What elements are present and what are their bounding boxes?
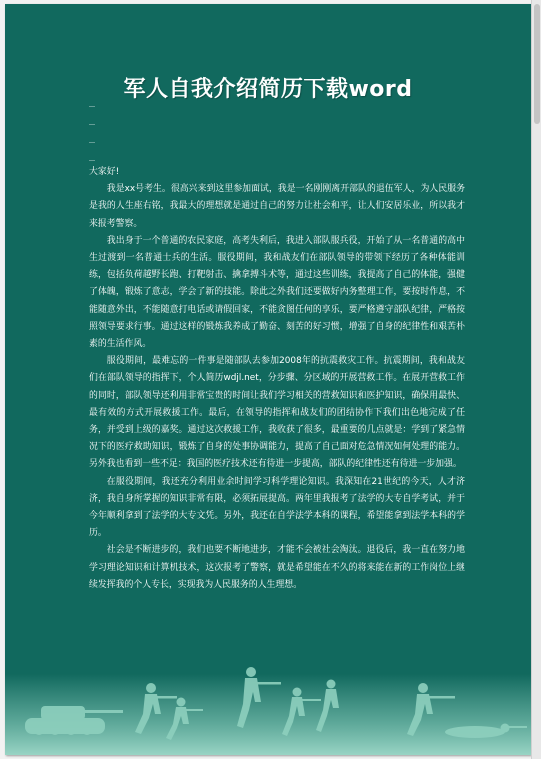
scrollbar-thumb[interactable] [534, 4, 540, 124]
paragraph-mark [89, 124, 95, 125]
paragraph-2: 我出身于一个普通的农民家庭，高考失利后，我进入部队服兵役，开始了从一名普通的高中生过渡到一名普通士兵的生活。服役期间，我和战友们在部队领导的带领下经历了各种体能训练，包括负荷越野长跑、打靶射击、擒拿搏斗术等，通过这些训练，我提高了自己的体能，强健了体魄，锻炼了意志，学会了新的技能。除此之外我们还要做好内务整理工作，要按时作息，不能随意外出，不能随意打电话或请假回家，不能贪图任何的享乐，要严格遵守部队纪律，严格按照领导要求行事。通过这样的锻炼我养成了勤奋、刻苦的好习惯，增强了自身的纪律性和艰苦朴素的生活作风。 [89, 235, 465, 350]
paragraph-4: 在服役期间，我还充分利用业余时间学习科学理论知识。我深知在21世纪的今天，人才济济，我自身所掌握的知识非常有限，必须拓展提高。两年里我报考了法学的大专自学考试，并于今年顺利拿到了法学的大专文凭。另外，我还在自学法学本科的课程，希望能拿到法学本科的学历。 [89, 476, 465, 539]
greeting: 大家好! [89, 167, 120, 177]
paragraph-5: 社会是不断进步的，我们也要不断地进步，才能不会被社会淘汰。退役后，我一直在努力地学习理论知识和计算机技术，这次报考了警察，就是希望能在不久的将来能在新的工作岗位上继续发挥我的个人专长，实现我为人民服务的人生理想。 [89, 545, 465, 590]
document-body [89, 164, 465, 594]
soldier-silhouettes-decoration [5, 644, 531, 755]
document-page [5, 4, 531, 755]
document-title: 军人自我介绍简历下载word [123, 77, 413, 102]
vertical-scrollbar[interactable] [531, 0, 541, 759]
paragraph-mark [89, 160, 95, 161]
paragraph-1: 我是xx号考生。很高兴来到这里参加面试，我是一名刚刚离开部队的退伍军人，为人民服务是我的人生座右铭，我最大的理想就是通过自己的努力让社会和平，让人们安居乐业，所以我才来报考警察。 [89, 184, 465, 229]
paragraph-mark [89, 106, 95, 107]
paragraph-mark [89, 142, 95, 143]
paragraph-3: 服役期间，最难忘的一件事是随部队去参加2008年的抗震救灾工作。抗震期间，我和战友们在部队领导的指挥下，个人简历wdjl.net，分步骤、分区域的开展营救工作。在展开营救工作的同时，部队领导还利用非常宝贵的时间让我们学习相关的营救知识和医护知识，确保用最快、最有效的方式开展救援工作。最后，在领导的指挥和战友们的团结协作下我们出色地完成了任务，并受到上级的嘉奖。通过这次救援工作，我收获了很多，最重要的几点就是：学到了紧急情况下的医疗救助知识，锻炼了自身的处事协调能力，提高了自己面对危急情况如何处理的能力。另外我也看到一些不足：我国的医疗技术还有待进一步提高，部队的纪律性还有待进一步加强。 [89, 356, 465, 470]
